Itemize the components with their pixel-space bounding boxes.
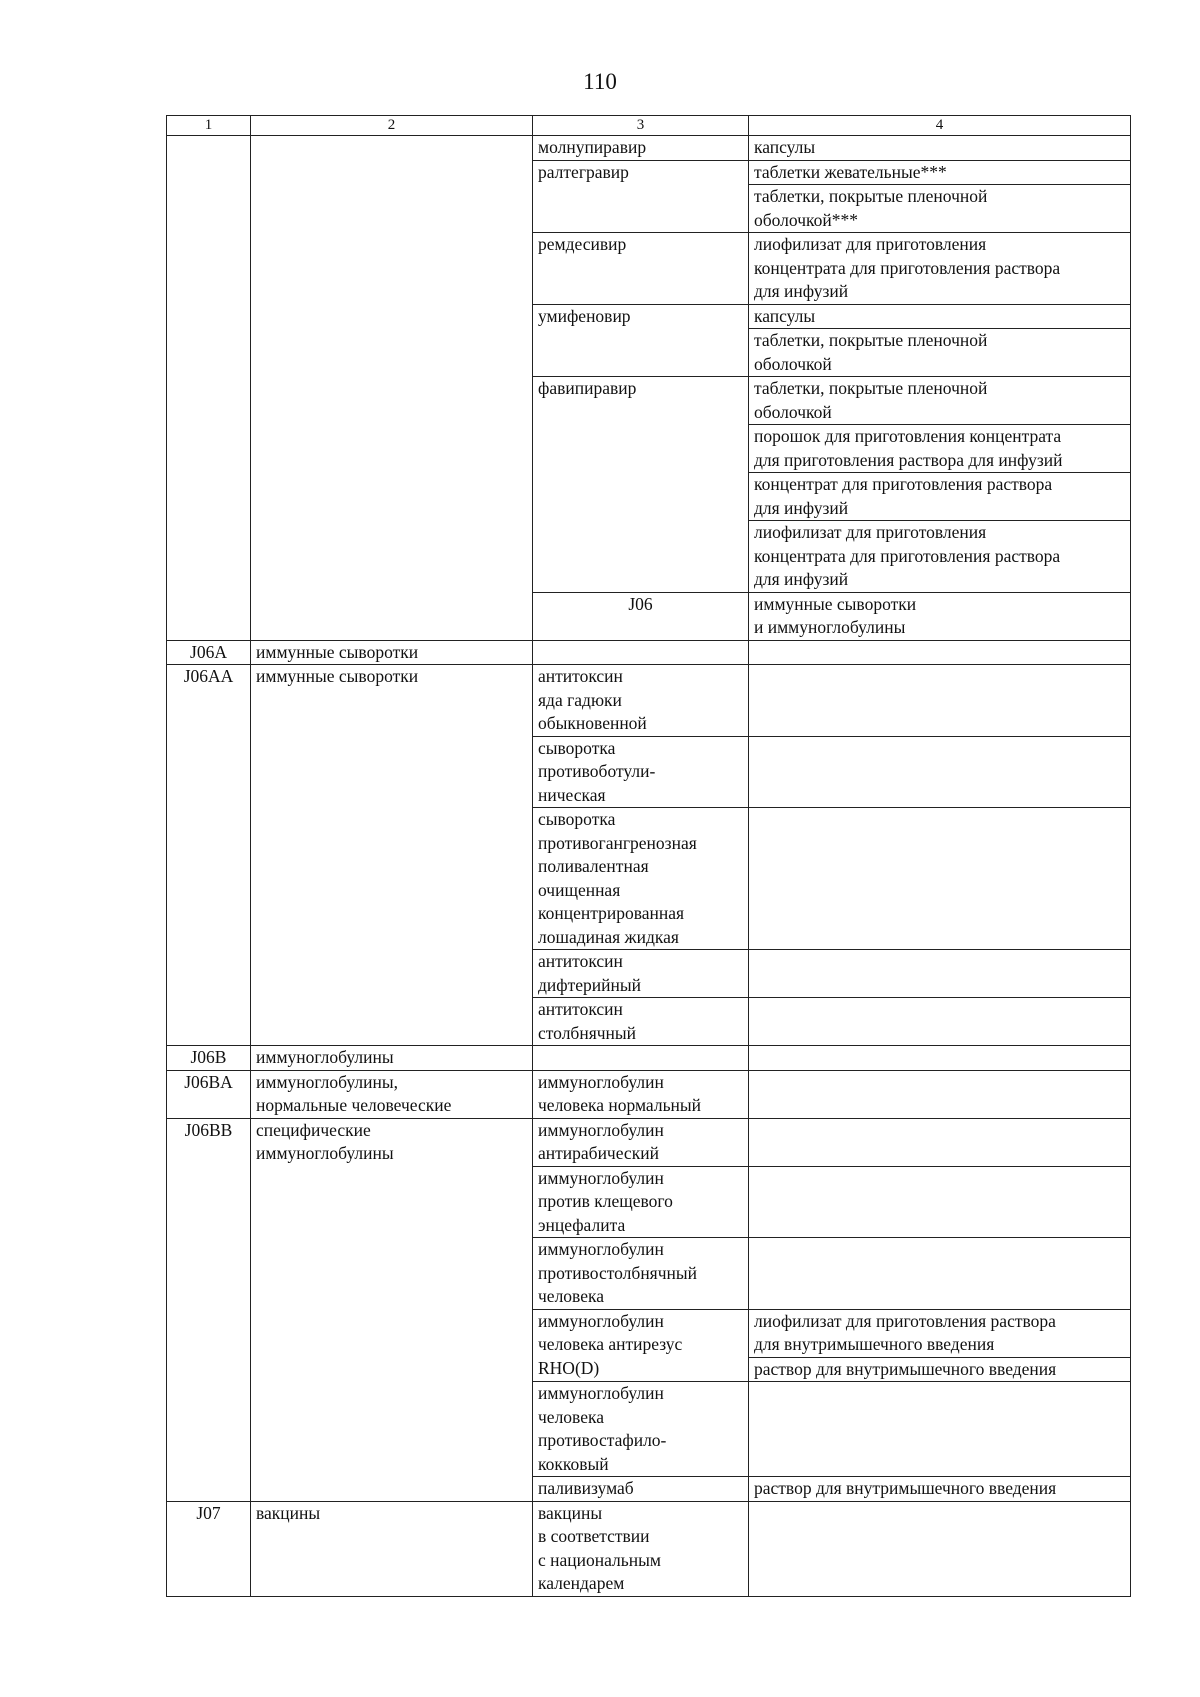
table-cell: иммунные сыворотки — [251, 665, 533, 1046]
table-cell: умифеновир — [533, 304, 749, 377]
table-row — [167, 1118, 1131, 1166]
table-cell — [749, 950, 1131, 998]
table-cell: раствор для внутримышечного введения — [749, 1477, 1131, 1502]
table-cell: J06 — [533, 592, 749, 640]
table-cell — [251, 136, 533, 641]
table-cell: J07 — [167, 1501, 251, 1596]
table-cell — [167, 136, 251, 641]
drug-classification-table — [166, 115, 1131, 1597]
table-cell: капсулы — [749, 136, 1131, 161]
table-cell: паливизумаб — [533, 1477, 749, 1502]
column-header: 1 — [167, 116, 251, 136]
table-cell — [749, 1501, 1131, 1596]
table-cell — [749, 665, 1131, 737]
table-cell: иммуноглобулины, нормальные человеческие — [251, 1070, 533, 1118]
table-cell: иммуноглобулин человека нормальный — [533, 1070, 749, 1118]
table-cell — [533, 640, 749, 665]
table-cell: таблетки жевательные*** — [749, 160, 1131, 185]
table-cell: сыворотка противоботули- ническая — [533, 736, 749, 808]
table-cell: фавипиравир — [533, 377, 749, 593]
table-cell: иммунные сыворотки — [251, 640, 533, 665]
table-cell: ралтегравир — [533, 160, 749, 233]
table-cell: капсулы — [749, 304, 1131, 329]
table-cell — [749, 1166, 1131, 1238]
table-cell: J06A — [167, 640, 251, 665]
table-cell: лиофилизат для приготовления концентрата для приготовления раствора для инфузий — [749, 521, 1131, 593]
table-cell — [749, 1118, 1131, 1166]
table-cell: лиофилизат для приготовления раствора для внутримышечного введения — [749, 1309, 1131, 1357]
table-cell: концентрат для приготовления раствора для инфузий — [749, 473, 1131, 521]
table-cell: иммуноглобулин антирабический — [533, 1118, 749, 1166]
table-cell — [749, 640, 1131, 665]
table-cell: J06B — [167, 1046, 251, 1071]
table-row — [167, 1070, 1131, 1118]
table-cell: специфические иммуноглобулины — [251, 1118, 533, 1501]
table-cell — [749, 1238, 1131, 1310]
table-cell: раствор для внутримышечного введения — [749, 1357, 1131, 1382]
table-cell: сыворотка противогангренозная поливалентная очищенная концентрированная лошадиная жидкая — [533, 808, 749, 950]
table-cell: вакцины в соответствии с национальным календарем — [533, 1501, 749, 1596]
table-cell: антитоксин яда гадюки обыкновенной — [533, 665, 749, 737]
table-cell — [749, 998, 1131, 1046]
table-cell — [749, 808, 1131, 950]
table-cell: иммуноглобулин против клещевого энцефалита — [533, 1166, 749, 1238]
table-cell — [749, 736, 1131, 808]
table-cell: ремдесивир — [533, 233, 749, 305]
table-cell: иммуноглобулины — [251, 1046, 533, 1071]
table-cell: J06BB — [167, 1118, 251, 1501]
table-cell: иммуноглобулин человека антирезус RHO(D) — [533, 1309, 749, 1382]
table-cell — [533, 1046, 749, 1071]
table-row — [167, 1501, 1131, 1596]
table-cell: таблетки, покрытые пленочной оболочкой — [749, 329, 1131, 377]
table-cell — [749, 1070, 1131, 1118]
table-cell: таблетки, покрытые пленочной оболочкой — [749, 377, 1131, 425]
table-cell — [749, 1046, 1131, 1071]
table-row — [167, 136, 1131, 161]
table-cell: иммуноглобулин человека противостафило- кокковый — [533, 1382, 749, 1477]
page-number: 110 — [583, 69, 617, 94]
column-header: 3 — [533, 116, 749, 136]
table-cell: J06BA — [167, 1070, 251, 1118]
table-cell: J06AA — [167, 665, 251, 1046]
table-cell: иммунные сыворотки и иммуноглобулины — [749, 592, 1131, 640]
column-header: 4 — [749, 116, 1131, 136]
table-cell: иммуноглобулин противостолбнячный человека — [533, 1238, 749, 1310]
table-row — [167, 665, 1131, 737]
table-cell: антитоксин дифтерийный — [533, 950, 749, 998]
table-body — [167, 136, 1131, 1597]
table-row — [167, 640, 1131, 665]
table-cell: антитоксин столбнячный — [533, 998, 749, 1046]
table-header-row — [167, 116, 1131, 136]
table-cell: вакцины — [251, 1501, 533, 1596]
table-cell: таблетки, покрытые пленочной оболочкой*** — [749, 185, 1131, 233]
table-cell: лиофилизат для приготовления концентрата для приготовления раствора для инфузий — [749, 233, 1131, 305]
table-row — [167, 1046, 1131, 1071]
column-header: 2 — [251, 116, 533, 136]
table-cell: молнупиравир — [533, 136, 749, 161]
table-cell: порошок для приготовления концентрата для приготовления раствора для инфузий — [749, 425, 1131, 473]
table-cell — [749, 1382, 1131, 1477]
